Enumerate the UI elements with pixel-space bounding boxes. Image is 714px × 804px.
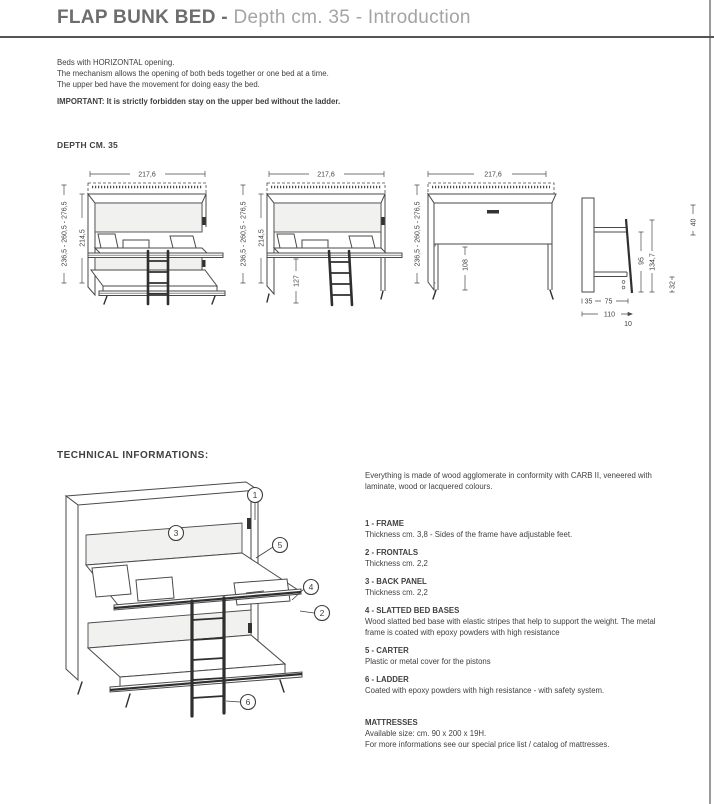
page-title-subtitle: Depth cm. 35 - Introduction: [233, 7, 471, 28]
intro-important-note: IMPORTANT: It is strictly forbidden stay on the upper bed without the ladder.: [57, 97, 341, 107]
tech-item-title: 1 - FRAME: [365, 519, 404, 528]
header-divider: [0, 36, 714, 38]
pillow-left: [98, 234, 118, 248]
tech-item-frame: [365, 518, 663, 540]
mattresses-title: MATTRESSES: [365, 718, 418, 727]
drawing-front-both-beds-open: [55, 163, 231, 343]
tech-item-ladder: [365, 674, 663, 696]
intro-line-2: The mechanism allows the opening of both beds together or one bed at a time.: [57, 68, 329, 78]
total-depth-dim-label: 110: [603, 311, 616, 319]
tech-item-title: 6 - LADDER: [365, 675, 409, 684]
mattresses-note: For more informations see our special price list / catalog of mattresses.: [365, 740, 610, 749]
tech-item-desc: Plastic or metal cover for the pistons: [365, 657, 491, 666]
tech-item-frontals: [365, 547, 663, 569]
technical-info-heading: TECHNICAL INFORMATIONS:: [57, 450, 209, 461]
callout-2-frontals: [315, 606, 330, 621]
height-dimension-lines: [639, 205, 696, 292]
back-panel-upper: [274, 203, 381, 232]
page-right-border: [709, 0, 711, 804]
callout-5-number: 5: [277, 540, 283, 550]
tech-item-carter: [365, 645, 663, 667]
height-options-dim-label: 236,5 - 260,5 - 276,5: [414, 201, 422, 267]
intro-block: [57, 58, 340, 108]
width-dim-label: 217,6: [484, 171, 502, 179]
duvet: [123, 240, 149, 248]
piston-lower: [203, 260, 206, 267]
back-panel-upper: [95, 203, 202, 232]
piston-lower: [248, 623, 252, 633]
pillow-left: [92, 565, 131, 597]
top-clearance-dim-label: 40: [690, 218, 698, 227]
depth-closed-dim-label: 35: [584, 298, 593, 306]
tech-item-slatted-bed-bases: [365, 605, 663, 638]
ladder: [329, 251, 352, 305]
tech-item-title: 2 - FRONTALS: [365, 548, 419, 557]
wall-mount-dashed-zone: [88, 183, 206, 194]
tech-item-title: 3 - BACK PANEL: [365, 577, 427, 586]
tech-item-desc: Coated with epoxy powders with high resistance - with safety system.: [365, 686, 605, 695]
piston: [203, 217, 206, 225]
tech-item-desc: Thickness cm. 2,2: [365, 559, 428, 568]
lower-bed-height-dim-label: 32: [669, 281, 677, 289]
piston-upper: [247, 518, 251, 529]
inner-height-dim-label: 214,5: [258, 229, 266, 247]
wall-mount-dashed-zone: [267, 183, 385, 194]
front-panel: [434, 203, 552, 244]
tech-item-desc: Thickness cm. 3,8 - Sides of the frame have adjustable feet.: [365, 530, 573, 539]
tech-item-title: 5 - CARTER: [365, 646, 409, 655]
drawing-front-closed: [408, 163, 566, 343]
callout-6-ladder: [241, 695, 256, 710]
tech-item-desc: Thickness cm. 2,2: [365, 588, 428, 597]
bed-cabinet: [267, 194, 402, 305]
depth-section-label: DEPTH CM. 35: [57, 140, 118, 150]
height-options-dim-label: 236,5 - 260,5 - 276,5: [240, 201, 248, 267]
technical-intro: Everything is made of wood agglomerate in conformity with CARB II, veneered with laminate, wood or lacquered colours.: [365, 471, 652, 491]
lower-opening-dim-label: 108: [462, 259, 470, 271]
intro-line-1: Beds with HORIZONTAL opening.: [57, 58, 175, 67]
feet: [267, 291, 383, 302]
side-view-bed: [582, 198, 632, 293]
callout-4-slatted-base: [304, 580, 319, 595]
width-dim-label: 217,6: [317, 171, 335, 179]
upper-mattress: [95, 248, 207, 253]
cabinet-side-panel: [582, 198, 594, 292]
feet: [104, 296, 215, 304]
mattresses-block: [365, 717, 663, 750]
callout-6-number: 6: [245, 697, 251, 707]
ladder-side: [626, 219, 632, 293]
drawing-front-upper-bed-open: [234, 163, 410, 343]
pillow-right: [170, 236, 196, 248]
height-options-dim-label: 236,5 - 260,5 - 276,5: [61, 201, 69, 267]
page-header: [57, 0, 471, 36]
intro-line-3: The upper bed have the movement for doing easy the bed.: [57, 79, 260, 89]
width-dim-label: 217,6: [138, 171, 156, 179]
callout-3-back-panel: [169, 526, 184, 541]
callout-2-number: 2: [319, 608, 325, 618]
lower-bed: [78, 635, 302, 707]
upper-bed-top-height-dim-label: 134,7: [649, 253, 657, 271]
bed-cabinet: [88, 194, 225, 304]
feet: [433, 290, 553, 299]
callout-5-carter: [273, 538, 288, 553]
technical-text-column: [365, 470, 663, 750]
duvet: [302, 240, 328, 248]
tech-item-back-panel: [365, 576, 663, 598]
inner-height-dim-label: 214,5: [79, 229, 87, 247]
pillow-left: [277, 234, 297, 248]
bed-depth-dim-label: 75: [604, 298, 613, 306]
callout-3-number: 3: [173, 528, 179, 538]
callout-1-number: 1: [252, 490, 258, 500]
tech-item-desc: Wood slatted bed base with elastic stripes that help to support the weight. The metal frame is coated with epoxy powders with high resistance: [365, 617, 656, 637]
duvet: [136, 577, 174, 601]
lower-bed-side: [594, 272, 627, 277]
wall-mount-dashed-zone: [428, 183, 554, 194]
drawing-technical-callouts: [52, 468, 347, 733]
drawing-side-view: [568, 163, 714, 343]
page-title: [57, 7, 471, 29]
pillow-right: [349, 236, 375, 248]
tech-item-title: 4 - SLATTED BED BASES: [365, 606, 460, 615]
closed-cabinet: [428, 194, 556, 299]
ladder-offset-dim-label: 10: [624, 321, 632, 328]
callout-4-number: 4: [308, 582, 314, 592]
upper-bed-side: [594, 228, 627, 233]
callout-1-frame: [248, 488, 263, 503]
floor-clearance-dim-label: 127: [293, 275, 301, 287]
upper-bed-height-dim-label: 95: [638, 257, 646, 265]
handle: [487, 210, 499, 214]
mattresses-size: Available size: cm. 90 x 200 x 19H.: [365, 729, 487, 738]
piston: [382, 217, 385, 225]
page-title-product: FLAP BUNK BED -: [57, 7, 228, 28]
